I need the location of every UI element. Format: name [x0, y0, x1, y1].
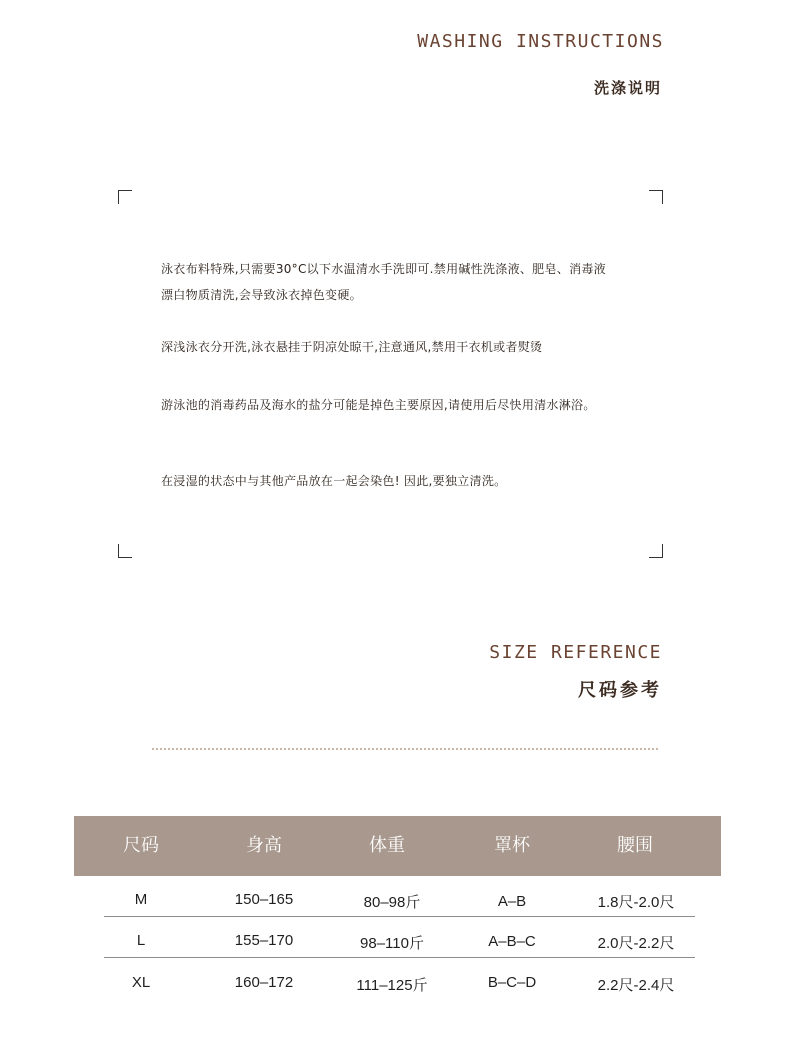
table-cell-height-m: 150–165 — [234, 891, 294, 908]
washing-title-en: WASHING INSTRUCTIONS — [417, 31, 664, 52]
table-row-divider-1 — [104, 916, 695, 917]
washing-paragraph-1: 泳衣布料特殊,只需要30°C以下水温清水手洗即可.禁用碱性洗涤液、肥皂、消毒液漂白物质清洗,会导致泳衣掉色变硬。 — [161, 262, 606, 302]
washing-paragraph-3: 游泳池的消毒药品及海水的盐分可能是掉色主要原因,请使用后尽快用清水淋浴。 — [161, 398, 596, 412]
size-table-header — [74, 816, 721, 876]
frame-corner-top-left — [118, 190, 132, 204]
frame-corner-bottom-right — [649, 544, 663, 558]
header-cup: 罩杯 — [494, 835, 530, 856]
table-cell-cup-m: A–B — [497, 893, 527, 910]
table-cell-waist-m: 1.8尺-2.0尺 — [597, 894, 675, 911]
frame-corner-bottom-left — [118, 544, 132, 558]
washing-title-cn: 洗涤说明 — [593, 79, 662, 97]
size-title-en: SIZE REFERENCE — [489, 642, 662, 663]
size-title-cn: 尺码参考 — [578, 680, 662, 701]
table-cell-size-l: L — [136, 932, 146, 949]
table-cell-waist-l: 2.0尺-2.2尺 — [597, 935, 675, 952]
table-cell-waist-xl: 2.2尺-2.4尺 — [597, 977, 675, 994]
table-cell-height-xl: 160–172 — [234, 974, 294, 991]
table-cell-cup-xl: B–C–D — [487, 974, 537, 991]
washing-paragraph-4: 在浸湿的状态中与其他产品放在一起会染色! 因此,要独立清洗。 — [161, 474, 507, 488]
table-cell-weight-m: 80–98斤 — [363, 894, 421, 911]
header-waist: 腰围 — [617, 835, 653, 856]
table-cell-height-l: 155–170 — [234, 932, 294, 949]
header-height: 身高 — [246, 835, 282, 856]
header-size: 尺码 — [123, 835, 159, 856]
table-row-divider-2 — [104, 957, 695, 958]
table-cell-cup-l: A–B–C — [488, 933, 536, 950]
header-weight: 体重 — [369, 835, 405, 856]
table-cell-weight-l: 98–110斤 — [360, 935, 424, 952]
table-cell-size-xl: XL — [131, 974, 151, 991]
table-cell-weight-xl: 111–125斤 — [356, 977, 428, 994]
table-cell-size-m: M — [134, 891, 148, 908]
dotted-divider — [152, 748, 658, 750]
washing-paragraph-2: 深浅泳衣分开洗,泳衣悬挂于阴凉处晾干,注意通风,禁用干衣机或者熨烫 — [161, 340, 543, 354]
frame-corner-top-right — [649, 190, 663, 204]
